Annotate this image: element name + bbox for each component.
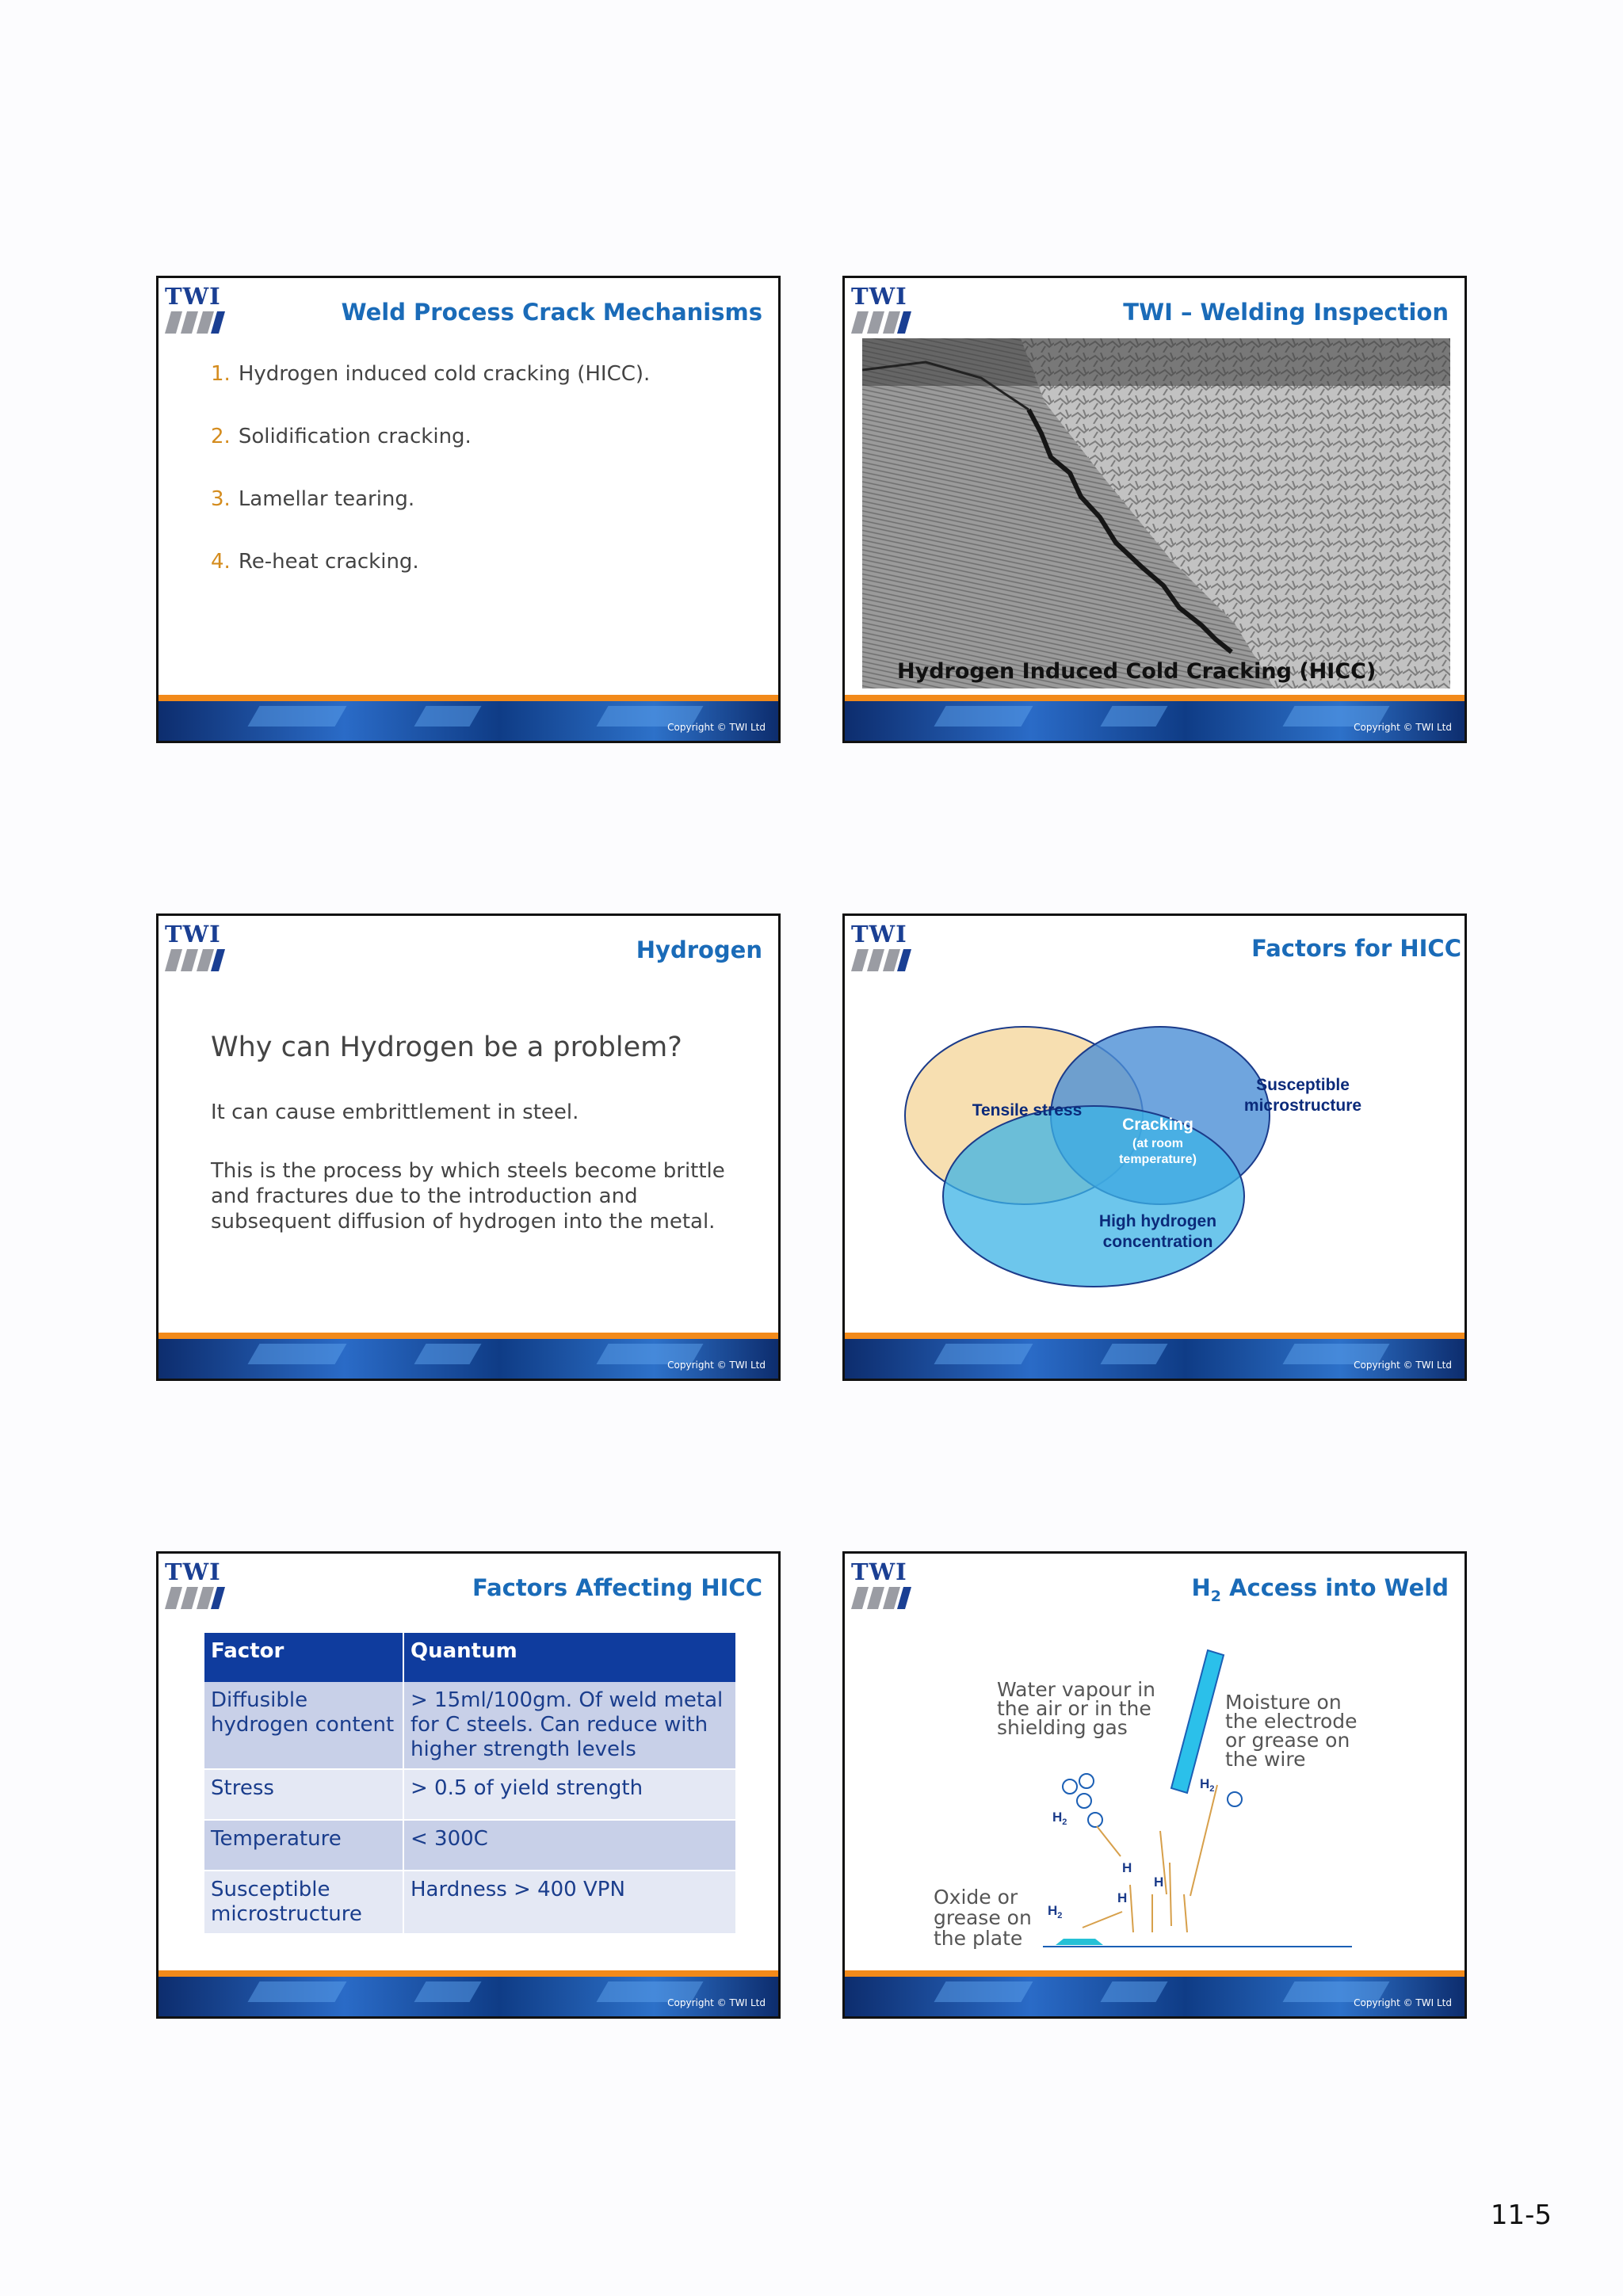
cell-factor: Temperature [204, 1820, 403, 1871]
photo-caption: Hydrogen Induced Cold Cracking (HICC) [897, 659, 1377, 684]
table-row [204, 1769, 736, 1820]
label-hydrogen-1: High hydrogen [1098, 1212, 1217, 1230]
cell-quantum: < 300C [403, 1820, 736, 1871]
slide-footer [158, 1970, 778, 2016]
label-cracking-2: (at room [1132, 1137, 1183, 1150]
slide-footer [845, 695, 1465, 741]
oxide-deposit [1056, 1939, 1103, 1945]
label-water-3: shielding gas [997, 1716, 1128, 1739]
label-moisture-3: or grease on [1225, 1729, 1350, 1752]
factors-table [204, 1633, 737, 1935]
copyright: Copyright © TWI Ltd [1354, 1360, 1452, 1371]
label-oxide-3: the plate [934, 1927, 1023, 1950]
label-oxide-2: grease on [934, 1906, 1032, 1929]
h-label-1: H [1122, 1860, 1132, 1875]
table-row [204, 1820, 736, 1871]
header-factor: Factor [204, 1633, 403, 1682]
slide-footer [845, 1333, 1465, 1379]
slide-title: Hydrogen [636, 936, 762, 963]
electrode [1171, 1650, 1224, 1793]
venn-hydrogen [943, 1106, 1244, 1287]
slide-hydrogen [156, 913, 781, 1381]
label-moisture-2: the electrode [1225, 1710, 1358, 1733]
twi-logo: TWI [165, 922, 228, 974]
cell-factor: Diffusible hydrogen content [204, 1682, 403, 1769]
h2-access-diagram [845, 1554, 1465, 2016]
twi-logo: TWI [851, 284, 915, 337]
label-water-2: the air or in the [997, 1697, 1151, 1720]
slide-footer [158, 1333, 778, 1379]
page-number: 11-5 [1490, 2199, 1552, 2231]
label-oxide-1: Oxide or [934, 1886, 1018, 1909]
table-header-row [204, 1633, 736, 1682]
cell-quantum: Hardness > 400 VPN [403, 1871, 736, 1934]
label-moisture-4: the wire [1225, 1748, 1306, 1771]
twi-logo: TWI [165, 1560, 228, 1612]
paragraph: This is the process by which steels become brittle and fractures due to the introduction and subsequent diffusion of hydrogen into the metal. [211, 1159, 725, 1234]
label-moisture-1: Moisture on [1225, 1691, 1342, 1714]
table-row [204, 1682, 736, 1769]
copyright: Copyright © TWI Ltd [667, 722, 766, 733]
slide-footer [158, 695, 778, 741]
twi-logo: TWI [851, 1560, 915, 1612]
slide-title: Factors Affecting HICC [472, 1574, 762, 1601]
label-cracking-3: temperature) [1119, 1153, 1197, 1166]
paragraph: It can cause embrittlement in steel. [211, 1100, 579, 1124]
cell-quantum: > 15ml/100gm. Of weld metal for C steels. Can reduce with higher strength levels [403, 1682, 736, 1769]
slide-title: TWI – Welding Inspection [1123, 299, 1449, 326]
label-micro-1: Susceptible [1256, 1076, 1350, 1094]
list-item: 2. Solidification cracking. [211, 425, 472, 448]
slide-welding-inspection [842, 276, 1467, 743]
list-item: 1. Hydrogen induced cold cracking (HICC). [211, 362, 651, 386]
h-label-3: H [1117, 1890, 1128, 1905]
h-label-2: H [1154, 1875, 1164, 1890]
list-item: 4. Re-heat cracking. [211, 550, 419, 574]
copyright: Copyright © TWI Ltd [667, 1360, 766, 1371]
question-heading: Why can Hydrogen be a problem? [211, 1032, 682, 1063]
slide-footer [845, 1970, 1465, 2016]
label-tensile: Tensile stress [972, 1101, 1083, 1119]
twi-logo: TWI [851, 922, 915, 974]
h2-label-1: $H_2$ [1052, 1810, 1067, 1827]
slide-title: Factors for HICC [1251, 935, 1461, 962]
crack-mechanism-list [211, 362, 650, 612]
header-quantum: Quantum [403, 1633, 736, 1682]
label-hydrogen-2: concentration [1102, 1233, 1213, 1251]
slide-factors-hicc [842, 913, 1467, 1381]
slide-crack-mechanisms [156, 276, 781, 743]
copyright: Copyright © TWI Ltd [667, 1997, 766, 2008]
hicc-micrograph [862, 338, 1450, 688]
slide-h2-access [842, 1551, 1467, 2019]
cell-factor: Stress [204, 1769, 403, 1820]
label-cracking: Cracking [1122, 1116, 1193, 1134]
cell-quantum: > 0.5 of yield strength [403, 1769, 736, 1820]
h2-label-2: $H_2$ [1200, 1776, 1215, 1794]
copyright: Copyright © TWI Ltd [1354, 722, 1452, 733]
h2-label-3: $H_2$ [1048, 1903, 1063, 1920]
list-item: 3. Lamellar tearing. [211, 487, 415, 511]
table-row [204, 1871, 736, 1934]
cell-factor: Susceptible microstructure [204, 1871, 403, 1934]
slide-title: $H_2$ Access into Weld [1191, 1574, 1449, 1605]
venn-diagram [845, 916, 1465, 1379]
label-micro-2: microstructure [1243, 1097, 1362, 1115]
copyright: Copyright © TWI Ltd [1354, 1997, 1452, 2008]
slide-title: Weld Process Crack Mechanisms [341, 299, 762, 326]
slide-factors-affecting-hicc [156, 1551, 781, 2019]
twi-logo: TWI [165, 284, 228, 337]
label-water-1: Water vapour in [997, 1678, 1155, 1701]
